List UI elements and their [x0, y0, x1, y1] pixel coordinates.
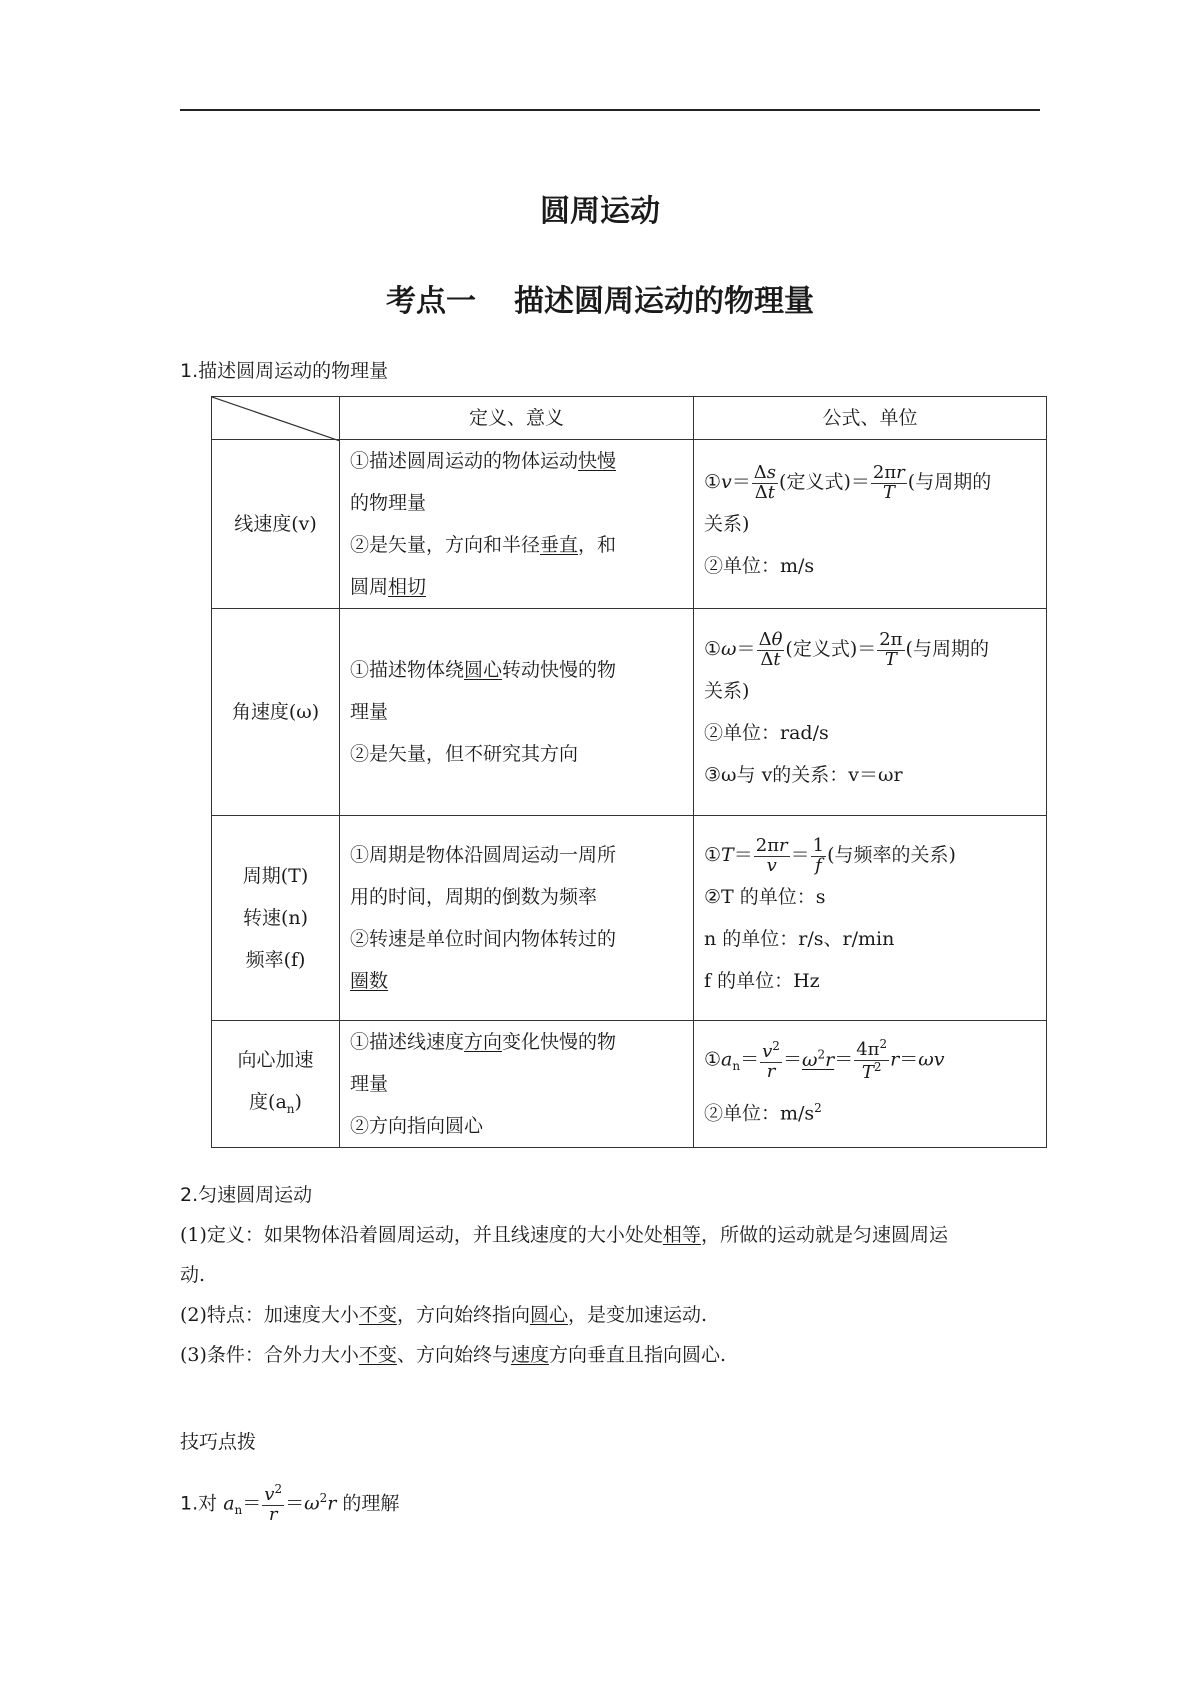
row-definition: ①周期是物体沿圆周运动一周所 用的时间，周期的倒数为频率 ②转速是单位时间内物体转过的 圈数: [340, 816, 694, 1021]
row-definition: ①描述线速度方向变化快慢的物 理量 ②方向指向圆心: [340, 1021, 694, 1148]
table-row: [212, 609, 1047, 816]
row-definition: ①描述物体绕圆心转动快慢的物 理量 ②是矢量，但不研究其方向: [340, 609, 694, 816]
part2-heading: 2.匀速圆周运动: [180, 1184, 313, 1206]
header-rule: [180, 109, 1040, 111]
row-name: 角速度(ω): [212, 609, 340, 816]
fraction: $\frac{\Delta s}{\Delta t}$: [753, 461, 777, 503]
fraction: $\frac{2\pi}{T}$: [879, 628, 903, 670]
row-name: 周期(T) 转速(n) 频率(f): [212, 816, 340, 1021]
row-name: 线速度(v): [212, 440, 340, 609]
tips-heading: 技巧点拨: [180, 1431, 257, 1453]
section-name: 描述圆周运动的物理量: [514, 284, 814, 319]
part2-line-1: (1)定义：如果物体沿着圆周运动，并且线速度的大小处处相等，所做的运动就是匀速圆周运: [180, 1224, 948, 1246]
fraction: $\frac{2\pi r}{v}$: [755, 834, 788, 876]
table-row: [212, 440, 1047, 609]
row-formula: ①ω＝ $\frac{\Delta\theta}{\Delta t}$ (定义式)＝ $\frac{2\pi}{T}$ (与周期的 关系) ②单位：rad/s ③ω与 v的关系：v＝ωr: [694, 609, 1047, 816]
tips-item-1: 1.对 $a_n=$ $\frac{v^2}{r}$ $=\omega^2r$ 的理解: [180, 1482, 400, 1526]
page-title: 圆周运动: [540, 194, 660, 229]
fraction: $\frac{v^2}{r}$: [762, 1038, 780, 1082]
section-number: 考点一: [386, 284, 476, 319]
part2-line-3: (3)条件：合外力大小不变、方向始终与速度方向垂直且指向圆心.: [180, 1344, 727, 1366]
diagonal-corner-cell: [212, 397, 340, 440]
part2-line-2: (2)特点：加速度大小不变，方向始终指向圆心，是变加速运动.: [180, 1304, 708, 1326]
diagonal-line: [212, 397, 340, 441]
part2-line-1-cont: 动.: [180, 1264, 206, 1286]
table-header-row: [212, 397, 1047, 440]
part1-heading: 1.描述圆周运动的物理量: [180, 360, 389, 382]
fraction: $\frac{1}{f}$: [812, 834, 825, 876]
quantities-table: [211, 396, 1047, 1148]
row-name: 向心加速 度$(a_n)$: [212, 1021, 340, 1148]
fraction: $\frac{4\pi^2}{T^2}$: [856, 1037, 888, 1084]
section-title: [0, 276, 1200, 320]
row-formula: $①a_n=$ $\frac{v^2}{r}$ $=\omega^2r=$ $\frac{4\pi^2}{T^2}$ r＝ωv ②单位：$m/s^2$: [694, 1021, 1047, 1148]
fraction: $\frac{\Delta\theta}{\Delta t}$: [758, 628, 783, 670]
part2-section: [180, 1175, 1040, 1375]
table-row: [212, 816, 1047, 1021]
row-definition: ①描述圆周运动的物体运动快慢 的物理量 ②是矢量，方向和半径垂直，和 圆周相切: [340, 440, 694, 609]
header-definition: 定义、意义: [340, 397, 694, 440]
fraction: $\frac{2\pi r}{T}$: [872, 461, 905, 503]
header-formula: 公式、单位: [694, 397, 1047, 440]
fraction: $\frac{v^2}{r}$: [264, 1482, 283, 1526]
row-formula: ①v＝ $\frac{\Delta s}{\Delta t}$ (定义式)＝ $\frac{2\pi r}{T}$ (与周期的 关系) ②单位：m/s: [694, 440, 1047, 609]
table-row: [212, 1021, 1047, 1148]
row-formula: ①T＝ $\frac{2\pi r}{v}$ ＝ $\frac{1}{f}$ (与频率的关系) ②T 的单位：s n 的单位：r/s、r/min f 的单位：Hz: [694, 816, 1047, 1021]
